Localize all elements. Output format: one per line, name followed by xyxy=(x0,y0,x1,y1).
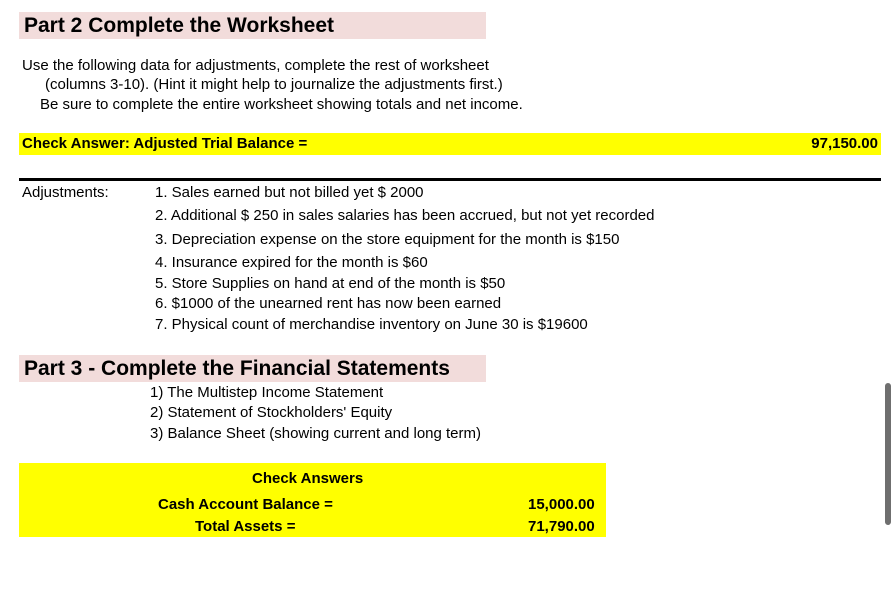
divider-rule xyxy=(19,178,881,181)
cash-balance-value: 15,000.00 xyxy=(528,496,595,513)
adjustment-item: 4. Insurance expired for the month is $60 xyxy=(155,254,428,271)
adjustment-item: 3. Depreciation expense on the store equipment for the month is $150 xyxy=(155,231,620,248)
check-answers-title: Check Answers xyxy=(252,470,364,487)
part3-item: 1) The Multistep Income Statement xyxy=(150,384,384,401)
adjustment-item: 1. Sales earned but not billed yet $ 2000 xyxy=(155,184,424,201)
adjustment-item: 6. $1000 of the unearned rent has now been earned xyxy=(155,295,502,312)
part2-title: Part 2 Complete the Worksheet xyxy=(19,12,486,39)
adjustment-item: 5. Store Supplies on hand at end of the month is $50 xyxy=(155,275,506,292)
part3-title: Part 3 - Complete the Financial Statements xyxy=(19,355,486,382)
vertical-scrollbar-thumb[interactable] xyxy=(885,383,891,525)
adjustment-item: 7. Physical count of merchandise inventory on June 30 is $19600 xyxy=(155,316,588,333)
total-assets-label: Total Assets = xyxy=(195,518,296,535)
part3-item: 3) Balance Sheet (showing current and long term) xyxy=(150,425,482,442)
total-assets-value: 71,790.00 xyxy=(528,518,595,535)
part2-intro-line-1: Use the following data for adjustments, complete the rest of worksheet xyxy=(22,57,489,74)
part2-intro-line-3: Be sure to complete the entire worksheet showing totals and net income. xyxy=(40,96,523,113)
part3-item: 2) Statement of Stockholders' Equity xyxy=(150,404,393,421)
part2-intro-line-2: (columns 3-10). (Hint it might help to journalize the adjustments first.) xyxy=(45,76,503,93)
adjustment-item: 2. Additional $ 250 in sales salaries has been accrued, but not yet recorded xyxy=(155,207,655,224)
check-answers-box xyxy=(19,463,606,537)
adjustments-label: Adjustments: xyxy=(22,184,109,201)
adjusted-trial-balance-check xyxy=(19,133,881,155)
check-answer-label: Check Answer: Adjusted Trial Balance = xyxy=(22,135,308,152)
cash-balance-label: Cash Account Balance = xyxy=(158,496,333,513)
check-answer-value: 97,150.00 xyxy=(811,135,878,152)
